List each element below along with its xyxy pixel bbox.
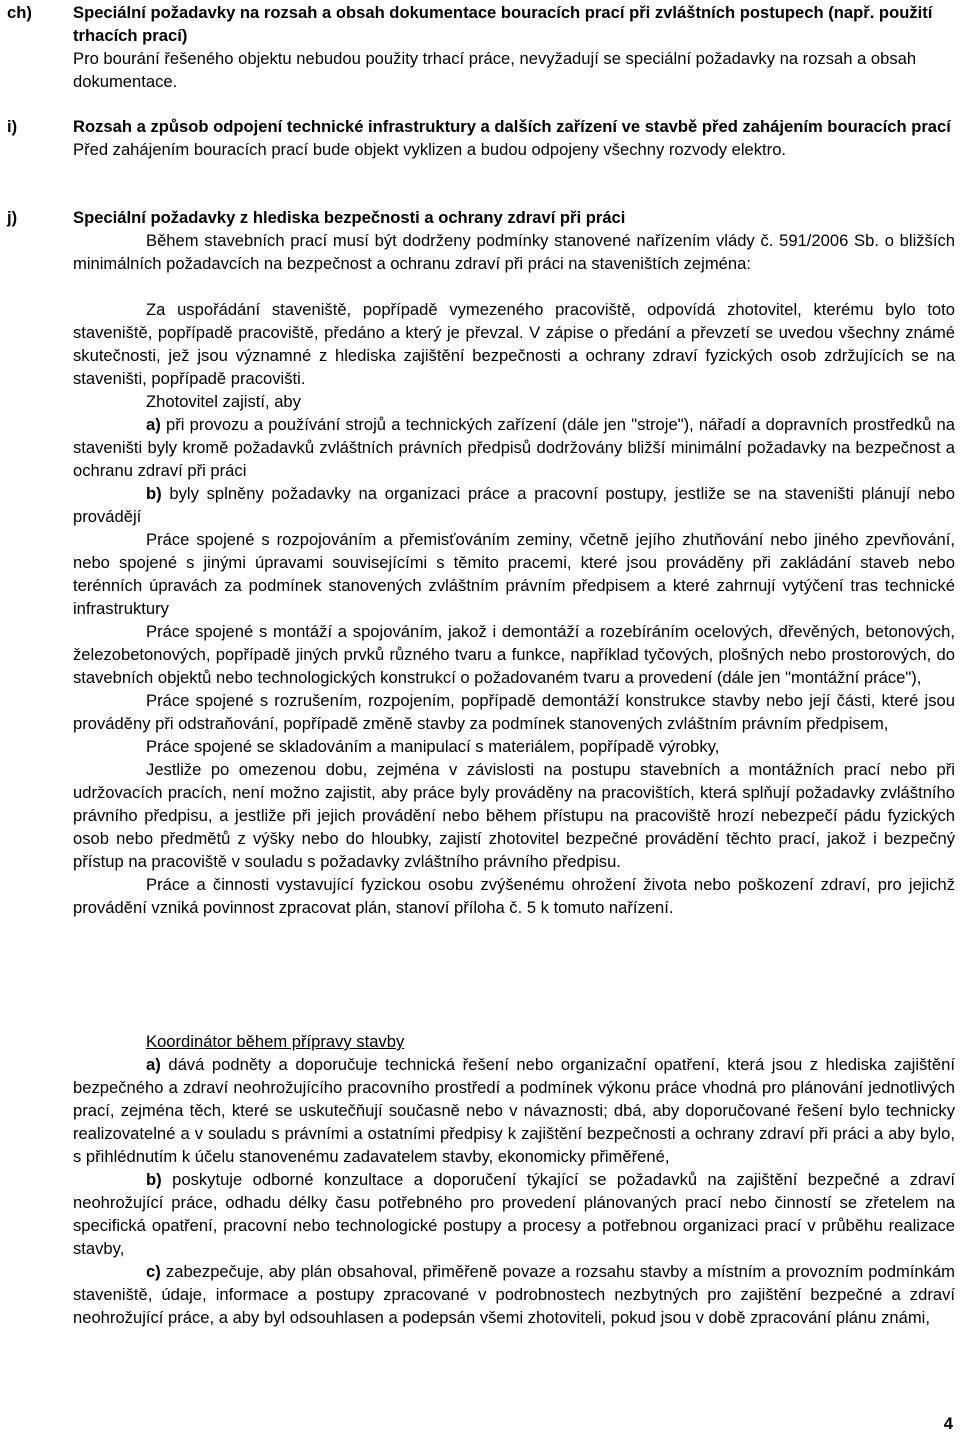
paragraph: Práce spojené s rozrušením, rozpojením, popřípadě demontáží konstrukce stavby nebo její části, které jsou prováděny při odstraňování, popřípadě změně stavby za podmínek stanovených zvláštním právním předpisem, [73, 691, 955, 733]
section-label: i) [7, 117, 18, 136]
item-label: b) [146, 484, 162, 503]
section-body [73, 1030, 955, 1329]
list-item [73, 1260, 955, 1329]
section-label: ch) [7, 3, 32, 22]
section-heading-wrap [73, 206, 955, 229]
paragraph: Práce spojené s rozpojováním a přemisťováním zeminy, včetně jejího zhutňování nebo jiného zpevňování, nebo spojené s jinými úpravami souvisejícími s těmito pracemi, které jsou prováděny při zakládání staveb nebo terénních úpravách za podmínek stanovených zvláštním právním předpisem a které zahrnují vytýčení tras technické infrastruktury [73, 530, 955, 618]
page-number: 4 [943, 1414, 953, 1433]
list-item [73, 413, 955, 482]
item-text: při provozu a používání strojů a technických zařízení (dále jen "stroje"), nářadí a dopravních prostředků na staveništi byly kromě požadavků zvláštních právních předpisů dodržovány bližší minimální požadavky na bezpečnost a ochranu zdraví při práci [73, 415, 955, 480]
list-item [73, 1168, 955, 1260]
section-heading: Speciální požadavky z hlediska bezpečnosti a ochrany zdraví při práci [73, 208, 626, 227]
section-heading: Speciální požadavky na rozsah a obsah dokumentace bouracích prací při zvláštních postupech (např. použití trhacích prací) [73, 3, 933, 45]
list-item [73, 1053, 955, 1168]
item-text: byly splněny požadavky na organizaci práce a pracovní postupy, jestliže se na staveništi plánují nebo provádějí [73, 484, 955, 526]
paragraph: Zhotovitel zajistí, aby [146, 392, 301, 411]
paragraph: Práce spojené se skladováním a manipulací s materiálem, popřípadě výrobky, [146, 737, 720, 756]
subheading [73, 1030, 955, 1053]
item-text: poskytuje odborné konzultace a doporučení týkající se požadavků na zajištění bezpečné a zdraví neohrožující práce, odhadu délky času potřebného pro provedení plánovaných prací nebo činností se zřetelem na specifická opatření, pracovní nebo technologické postupy a procesy a potřebnou organizaci prací v průběhu realizace stavby, [73, 1170, 955, 1258]
section-label: j) [7, 208, 18, 227]
paragraph: Jestliže po omezenou dobu, zejména v závislosti na postupu stavebních a montážních prací nebo při udržovacích pracích, není možno zajistit, aby práce byly prováděny na pracovištích, která splňují požadavky zvláštního právního předpisu, a jestliže při jejich provádění nebo během přístupu na pracoviště hrozí nebezpečí pádu fyzických osob nebo předmětů z výšky nebo do hloubky, zajistí zhotovitel bezpečné provádění těchto prací, jakož i bezpečný přístup na pracoviště v souladu s požadavky zvláštního právního předpisu. [73, 760, 955, 871]
paragraph: Pro bourání řešeného objektu nebudou použity trhací práce, nevyžadují se speciální požadavky na rozsah a obsah dokumentace. [73, 49, 917, 91]
section-body [73, 1, 955, 93]
item-label: a) [146, 1055, 161, 1074]
section-body [73, 115, 955, 161]
section-heading: Rozsah a způsob odpojení technické infrastruktury a dalších zařízení ve stavbě před zahájením bouracích prací [73, 117, 951, 136]
item-label: a) [146, 415, 161, 434]
item-label: b) [146, 1170, 162, 1189]
paragraph: Práce a činnosti vystavující fyzickou osobu zvýšenému ohrožení života nebo poškození zdraví, pro jejichž provádění vzniká povinnost zpracovat plán, stanoví příloha č. 5 k tomuto nařízení. [73, 875, 955, 917]
item-text: dává podněty a doporučuje technická řešení nebo organizační opatření, která jsou z hlediska zajištění bezpečného a zdraví neohrožujícího pracovního prostředí a podmínek výkonu práce vhodná pro plánování jednotlivých prací, zejména těch, které se uskutečňují současně nebo v návaznosti; dbá, aby doporučované řešení bylo technicky realizovatelné a v souladu s právními a ostatními předpisy k zajištění bezpečnosti a ochrany zdraví při práci a aby bylo, s přihlédnutím k účelu stanovenému zadavatelem stavby, ekonomicky přiměřené, [73, 1055, 955, 1166]
paragraph: Práce spojené s montáží a spojováním, jakož i demontáží a rozebíráním ocelových, dřevěných, betonových, železobetonových, popřípadě jiných prvků různého tvaru a funkce, například tyčových, plošných nebo prostorových, do stavebních objektů nebo technologických konstrukcí o požadovaném tvaru a provedení (dále jen "montážní práce"), [73, 622, 955, 687]
list-item [73, 482, 955, 528]
section-body [73, 298, 955, 919]
section-body [73, 229, 955, 275]
paragraph: Během stavebních prací musí být dodrženy podmínky stanovené nařízením vlády č. 591/2006 Sb. o bližších minimálních požadavcích na bezpečnost a ochranu zdraví při práci na staveništích zejména: [73, 231, 955, 273]
item-label: c) [146, 1262, 161, 1281]
paragraph: Před zahájením bouracích prací bude objekt vyklizen a budou odpojeny všechny rozvody elektro. [73, 140, 787, 159]
paragraph: Za uspořádání staveniště, popřípadě vymezeného pracoviště, odpovídá zhotovitel, kterému bylo toto staveniště, popřípadě pracoviště, předáno a který je převzal. V zápise o předání a převzetí se uvedou všechny známé skutečnosti, jež jsou významné z hlediska zajištění bezpečnosti a ochrany zdraví fyzických osob zdržujících se na staveništi, popřípadě pracovišti. [73, 300, 955, 388]
item-text: zabezpečuje, aby plán obsahoval, přiměřeně povaze a rozsahu stavby a místním a provozním podmínkám staveniště, údaje, informace a postupy zpracované v podrobnostech nezbytných pro zajištění bezpečné a zdraví neohrožující práce, a aby byl odsouhlasen a podepsán všemi zhotoviteli, pokud jsou v době zpracování plánu známi, [73, 1262, 955, 1327]
coordinator-title: Koordinátor během přípravy stavby [146, 1032, 405, 1051]
